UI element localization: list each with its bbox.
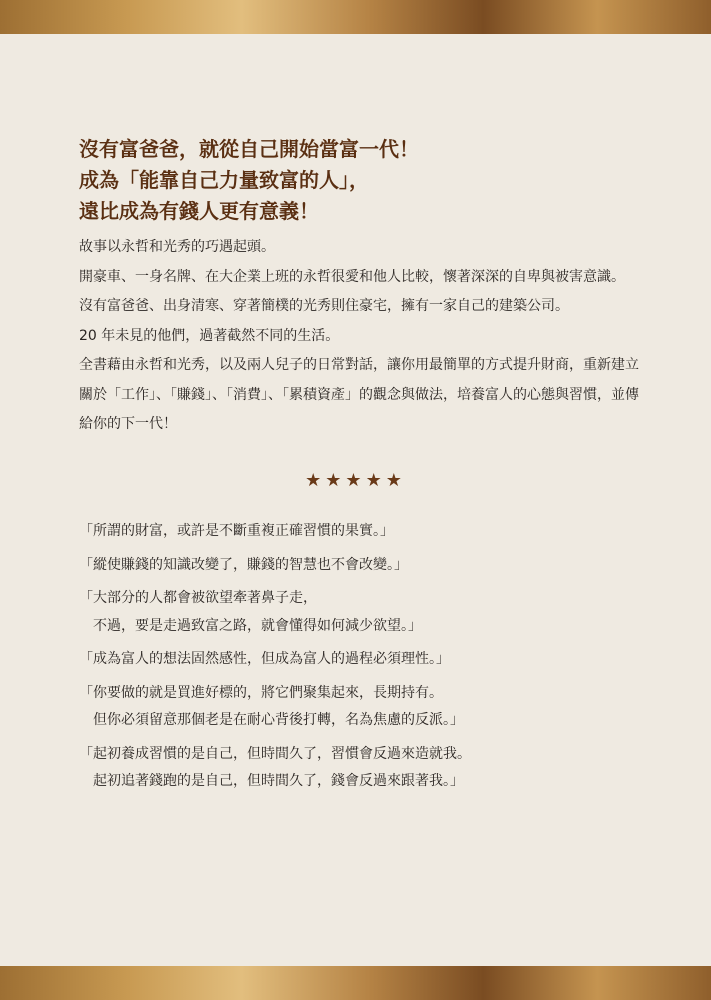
quote-line: 不過，要是走過致富之路，就會懂得如何減少欲望。」 bbox=[93, 617, 422, 634]
body-paragraph: 開豪車、一身名牌、在大企業上班的永哲很愛和他人比較，懷著深深的自卑與被害意識。 bbox=[79, 268, 625, 285]
quote-line: 「成為富人的想法固然感性，但成為富人的過程必須理性。」 bbox=[79, 651, 450, 667]
headline-line: 沒有富爸爸，就從自己開始當富一代！ bbox=[79, 137, 419, 161]
body-paragraph: 全書藉由永哲和光秀，以及兩人兒子的日常對話，讓你用最簡單的方式提升財商，重新建立關於「工作」、「賺錢」、「消費」、「累積資產」的觀念與做法，培養富人的心態與習慣，並傳給你的下一代！ bbox=[79, 357, 639, 432]
quote-item bbox=[79, 646, 659, 674]
bottom-gold-band bbox=[0, 966, 711, 1000]
quote-item bbox=[79, 552, 659, 580]
quote-line: 「縱使賺錢的知識改變了，賺錢的智慧也不會改變。」 bbox=[79, 556, 408, 573]
quote-item bbox=[79, 518, 659, 546]
quote-item bbox=[79, 680, 659, 735]
quote-line: 起初追著錢跑的是自己，但時間久了，錢會反過來跟著我。」 bbox=[93, 773, 464, 789]
quote-line: 「你要做的就是買進好標的，將它們聚集起來，長期持有。 bbox=[79, 684, 443, 701]
top-gold-band bbox=[0, 0, 711, 34]
star-divider: ★★★★★ bbox=[305, 470, 406, 491]
quote-list bbox=[79, 518, 659, 802]
headline-line: 遠比成為有錢人更有意義！ bbox=[79, 199, 319, 223]
quote-item bbox=[79, 741, 659, 796]
headline bbox=[79, 134, 639, 227]
quote-line: 但你必須留意那個老是在耐心背後打轉，名為焦慮的反派。」 bbox=[93, 712, 464, 728]
headline-line: 成為「能靠自己力量致富的人」， bbox=[79, 168, 369, 192]
body-text bbox=[79, 233, 649, 440]
quote-line: 「大部分的人都會被欲望牽著鼻子走， bbox=[79, 590, 317, 606]
body-paragraph: 故事以永哲和光秀的巧遇起頭。 bbox=[79, 239, 275, 255]
body-paragraph: 沒有富爸爸、出身清寒、穿著簡樸的光秀則住豪宅，擁有一家自己的建築公司。 bbox=[79, 298, 569, 314]
quote-line: 「所謂的財富，或許是不斷重複正確習慣的果實。」 bbox=[79, 523, 394, 539]
body-paragraph: 20 年未見的他們，過著截然不同的生活。 bbox=[79, 327, 340, 344]
quote-line: 「起初養成習慣的是自己，但時間久了，習慣會反過來造就我。 bbox=[79, 745, 471, 762]
quote-item bbox=[79, 585, 659, 640]
